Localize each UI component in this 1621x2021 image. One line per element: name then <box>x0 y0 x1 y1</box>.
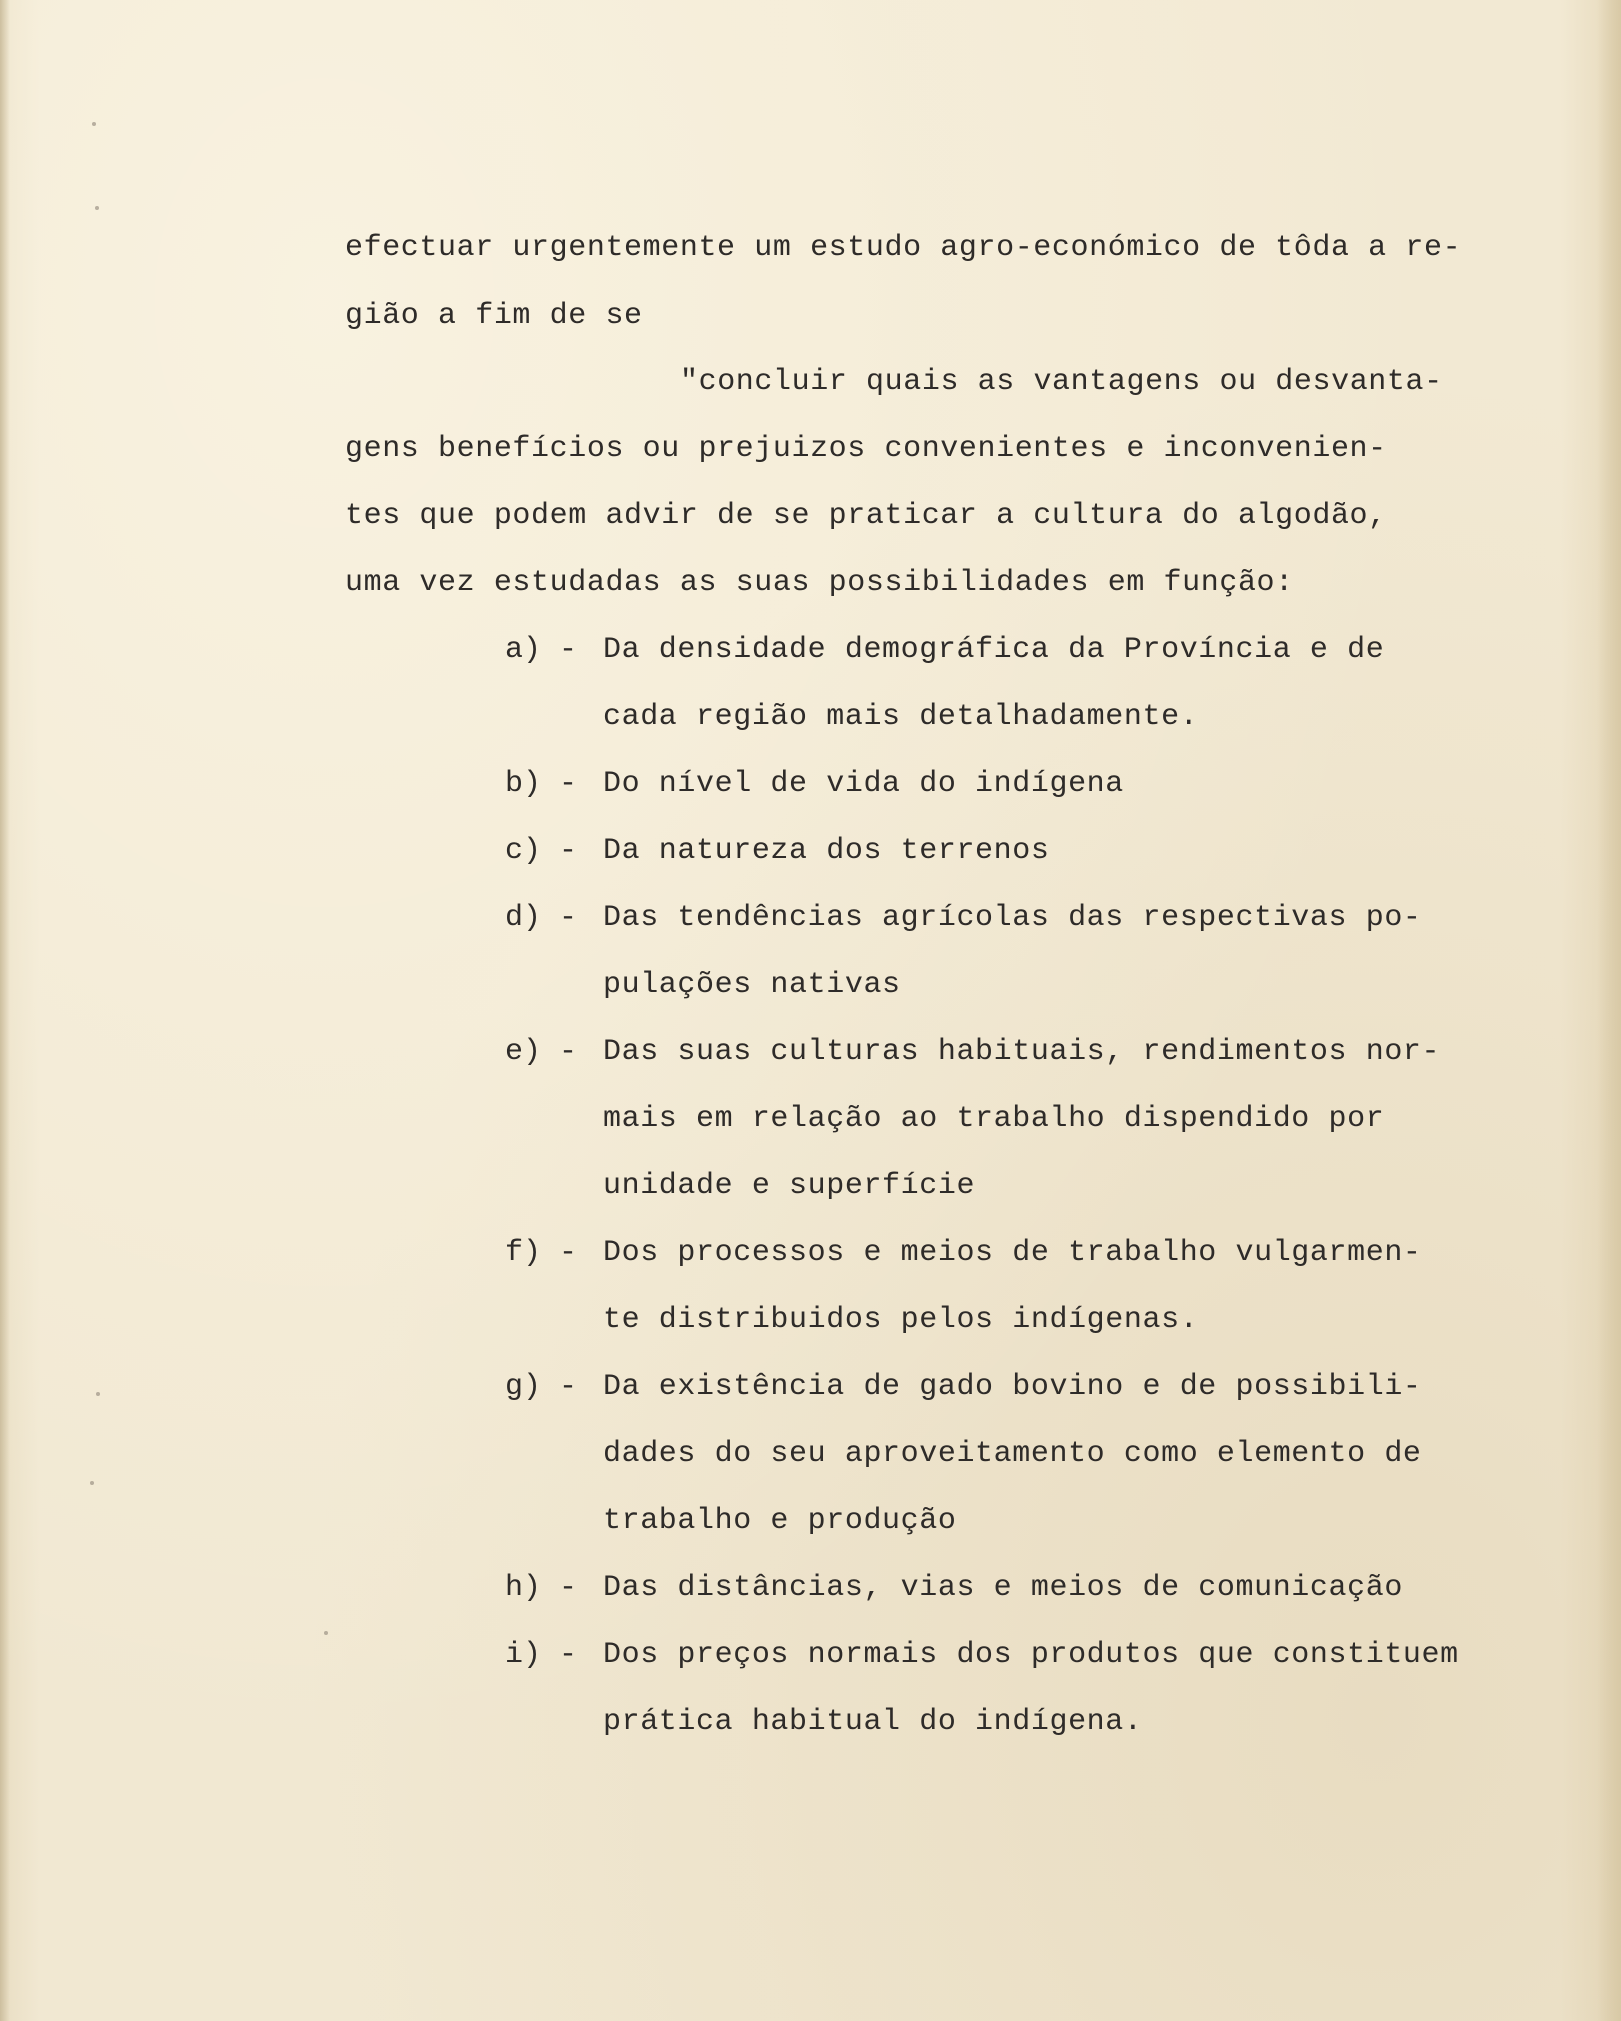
paragraph-line: efectuar urgentemente um estudo agro-económico de tôda a re- <box>345 231 1462 265</box>
paper-left-edge <box>0 0 10 2021</box>
list-item-text: mais em relação ao trabalho dispendido por <box>603 1102 1385 1136</box>
list-item-text: Da densidade demográfica da Província e de <box>603 633 1385 667</box>
quote-line: tes que podem advir de se praticar a cultura do algodão, <box>345 499 1387 533</box>
list-item-text: Dos processos e meios de trabalho vulgarmen- <box>603 1236 1422 1270</box>
list-item-label: a) - <box>505 633 578 667</box>
quote-line: "concluir quais as vantagens ou desvanta- <box>680 365 1443 399</box>
paragraph-line: gião a fim de se <box>345 299 643 333</box>
quote-line: uma vez estudadas as suas possibilidades em função: <box>345 566 1294 600</box>
list-item-label: i) - <box>505 1638 578 1672</box>
list-item-text: Das distâncias, vias e meios de comunicação <box>603 1571 1403 1605</box>
paper-speck <box>96 1392 100 1396</box>
list-item-label: c) - <box>505 834 578 868</box>
list-item-text: Das tendências agrícolas das respectivas po- <box>603 901 1422 935</box>
paper-speck <box>90 1481 94 1485</box>
list-item-label: b) - <box>505 767 578 801</box>
paper-speck <box>95 206 99 210</box>
list-item-label: h) - <box>505 1571 578 1605</box>
quote-line: gens benefícios ou prejuizos convenientes e inconvenien- <box>345 432 1387 466</box>
list-item-text: Das suas culturas habituais, rendimentos nor- <box>603 1035 1441 1069</box>
list-item-text: Dos preços normais dos produtos que constituem <box>603 1638 1459 1672</box>
paper-right-edge <box>1597 0 1621 2021</box>
list-item-text: unidade e superfície <box>603 1169 976 1203</box>
list-item-label: g) - <box>505 1370 578 1404</box>
list-item-text: Da natureza dos terrenos <box>603 834 1050 868</box>
list-item-text: trabalho e produção <box>603 1504 957 1538</box>
list-item-text: Do nível de vida do indígena <box>603 767 1124 801</box>
list-item-text: dades do seu aproveitamento como elemento de <box>603 1437 1422 1471</box>
list-item-label: d) - <box>505 901 578 935</box>
list-item-text: Da existência de gado bovino e de possibili- <box>603 1370 1422 1404</box>
list-item-label: f) - <box>505 1236 578 1270</box>
list-item-text: prática habitual do indígena. <box>603 1705 1143 1739</box>
list-item-text: te distribuidos pelos indígenas. <box>603 1303 1199 1337</box>
paper-speck <box>324 1631 328 1635</box>
list-item-label: e) - <box>505 1035 578 1069</box>
list-item-text: cada região mais detalhadamente. <box>603 700 1199 734</box>
list-item-text: pulações nativas <box>603 968 901 1002</box>
paper-speck <box>92 122 96 126</box>
